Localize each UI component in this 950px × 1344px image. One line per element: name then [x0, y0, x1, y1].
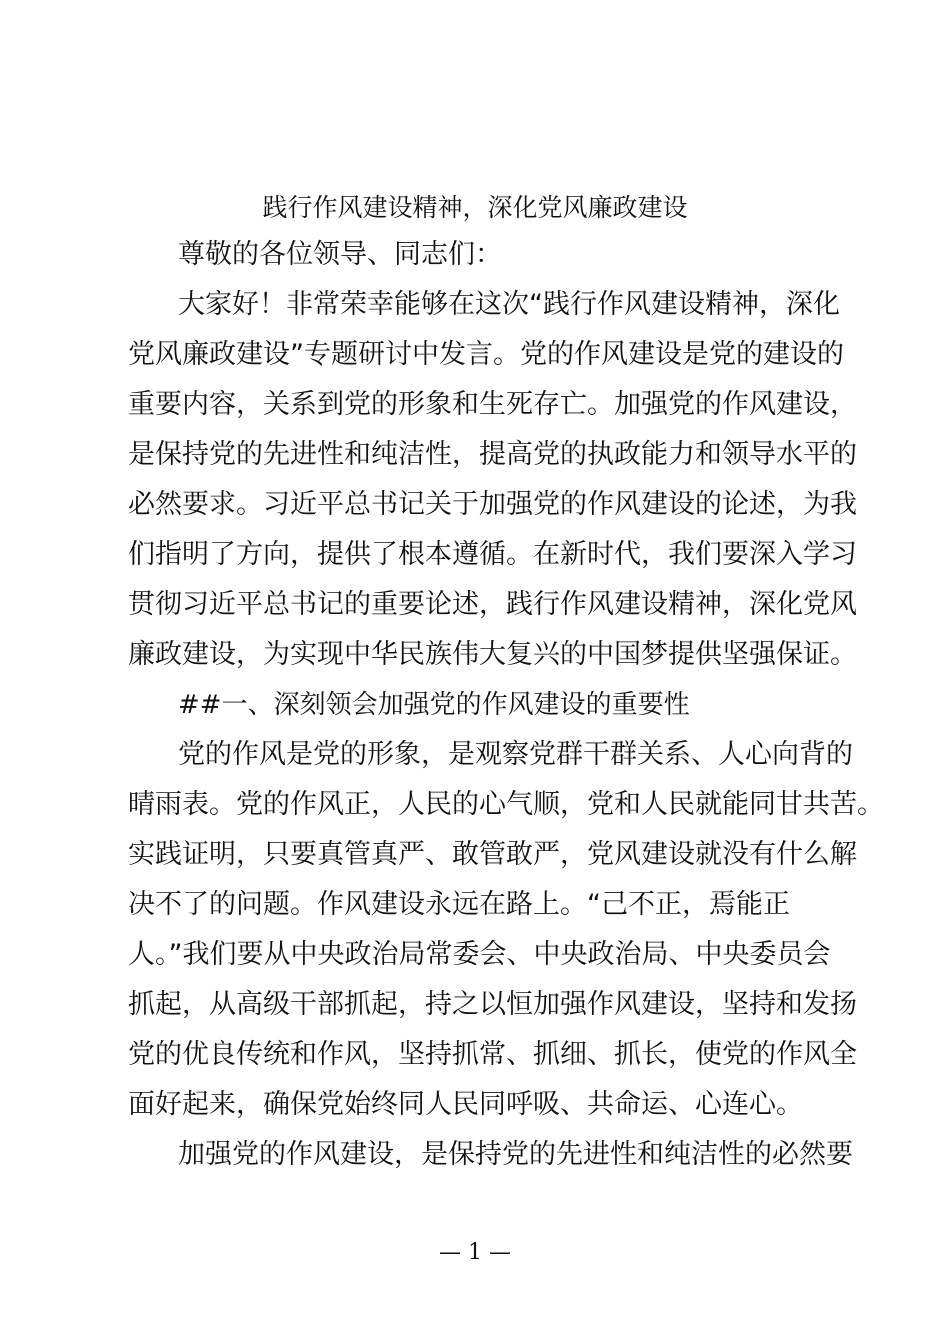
page-number: — 1 —	[439, 1240, 511, 1265]
paragraph-line: 廉政建设，为实现中华民族伟大复兴的中国梦提供坚强保证。	[128, 639, 857, 670]
paragraph-line: 们指明了方向，提供了根本遵循。在新时代，我们要深入学习	[128, 539, 857, 570]
paragraph-line: 晴雨表。党的作风正，人民的心气顺，党和人民就能同甘共苦。	[128, 789, 884, 820]
paragraph-line: 贯彻习近平总书记的重要论述，践行作风建设精神，深化党风	[128, 589, 857, 620]
paragraph-line: 党的优良传统和作风，坚持抓常、抓细、抓长，使党的作风全	[128, 1039, 857, 1070]
paragraph-line: 必然要求。习近平总书记关于加强党的作风建设的论述，为我	[128, 489, 857, 520]
paragraph-line: 党风廉政建设”专题研讨中发言。党的作风建设是党的建设的	[128, 339, 844, 370]
document-title: 践行作风建设精神，深化党风廉政建设	[262, 193, 688, 222]
paragraph-line: 大家好！非常荣幸能够在这次“践行作风建设精神，深化	[178, 289, 840, 320]
paragraph-line: 决不了的问题。作风建设永远在路上。“己不正，焉能正	[128, 889, 790, 920]
paragraph-line: 重要内容，关系到党的形象和生死存亡。加强党的作风建设，	[128, 389, 857, 420]
paragraph-line: 面好起来，确保党始终同人民同呼吸、共命运、心连心。	[128, 1089, 803, 1120]
paragraph-line: 党的作风是党的形象，是观察党群干群关系、人心向背的	[178, 739, 853, 770]
paragraph-line: 是保持党的先进性和纯洁性，提高党的执政能力和领导水平的	[128, 439, 857, 470]
paragraph-line: 人。”我们要从中央政治局常委会、中央政治局、中央委员会	[128, 939, 831, 970]
paragraph-line: 加强党的作风建设，是保持党的先进性和纯洁性的必然要	[178, 1139, 853, 1170]
salutation: 尊敬的各位领导、同志们：	[178, 239, 502, 270]
paragraph-line: 实践证明，只要真管真严、敢管敢严，党风建设就没有什么解	[128, 839, 857, 870]
paragraph-line: 抓起，从高级干部抓起，持之以恒加强作风建设，坚持和发扬	[128, 989, 857, 1020]
section-heading: ##一、深刻领会加强党的作风建设的重要性	[178, 690, 690, 720]
